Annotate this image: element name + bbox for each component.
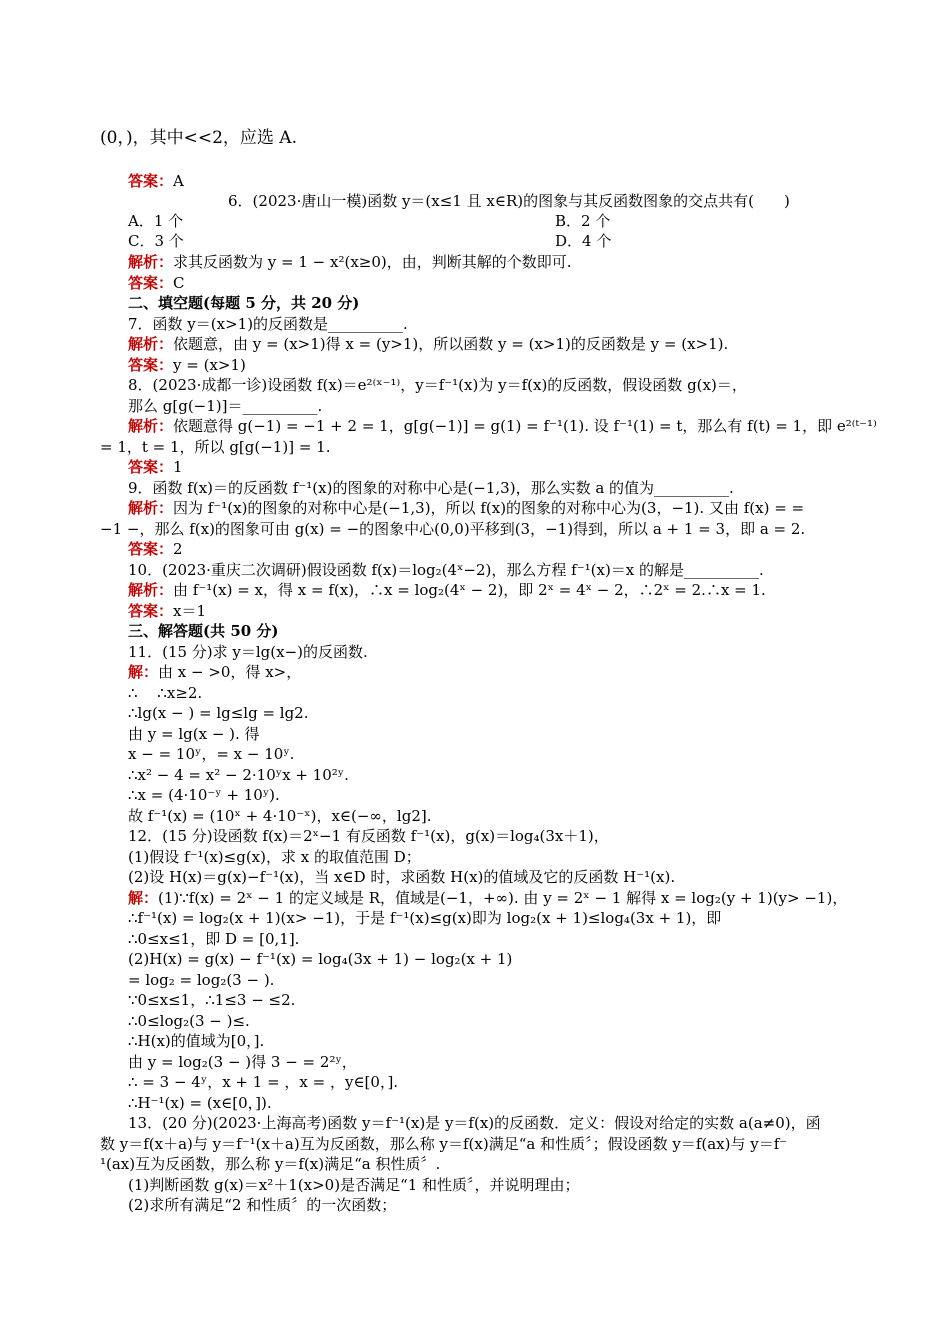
line-text: (2)设 H(x)＝g(x)−f⁻¹(x)，当 x∈D 时，求函数 H(x)的值域及它的反函数 H⁻¹(x). — [128, 868, 676, 886]
text-line — [128, 293, 870, 313]
text-line — [100, 1154, 870, 1174]
text-line — [128, 1072, 870, 1092]
text-line — [128, 416, 877, 436]
text-line — [128, 1052, 870, 1072]
line-text: ∴0≤x≤1，即 D = [0,1]. — [128, 930, 300, 948]
line-text: 13．(20 分)(2023·上海高考)函数 y＝f⁻¹(x)是 y＝f(x)的反函数．定义：假设对给定的实数 a(a≠0)，函 — [128, 1114, 821, 1132]
text-line — [128, 1195, 870, 1215]
line-text: 求其反函数为 y = 1 − x²(x≥0)，由，判断其解的个数即可. — [173, 253, 572, 271]
line-text: (2)求所有满足“2 和性质〞的一次函数； — [128, 1196, 397, 1214]
line-text: 那么 g[g(−1)]＝__________. — [128, 397, 323, 415]
line-text: = 1，t = 1，所以 g[g(−1)] = 1. — [100, 438, 331, 456]
line-text: 11．(15 分)求 y＝lg(x−)的反函数. — [128, 643, 368, 661]
line-text: ¹(ax)互为反函数，那么称 y＝f(x)满足“a 积性质〞. — [100, 1155, 441, 1173]
text-line — [128, 498, 870, 518]
text-line — [100, 128, 870, 148]
line-text: 9．函数 f(x)＝的反函数 f⁻¹(x)的图象的对称中心是(−1,3)，那么实数 a 的值为__________. — [128, 479, 734, 497]
line-text: A．1 个 — [128, 212, 184, 230]
text-line — [128, 826, 870, 846]
text-line — [228, 191, 870, 211]
text-line — [128, 539, 870, 559]
line-text: ∴f⁻¹(x) = log₂(x + 1)(x> −1)，于是 f⁻¹(x)≤g(x)即为 log₂(x + 1)≤log₄(3x + 1)，即 — [128, 909, 722, 927]
line-text: x＝1 — [173, 602, 207, 620]
text-line — [128, 744, 870, 764]
text-line — [128, 1093, 870, 1113]
text-line — [128, 847, 870, 867]
line-text: −1 −，那么 f(x)的图象可由 g(x) = −的图象中心(0,0)平移到(3，−1)得到，所以 a + 1 = 3，即 a = 2. — [100, 520, 806, 538]
line-text: ∴ = 3 − 4ʸ，x + 1 = ，x = ，y∈[0，]. — [128, 1073, 399, 1091]
text-line — [128, 1113, 870, 1133]
text-line — [100, 519, 870, 539]
line-text: 10．(2023·重庆二次调研)假设函数 f(x)＝log₂(4ˣ−2)，那么方程 f⁻¹(x)＝x 的解是__________. — [128, 561, 764, 579]
line-text: 由 y = log₂(3 − )得 3 − = 2²ʸ， — [128, 1053, 357, 1071]
line-text: 三、解答题(共 50 分) — [128, 622, 279, 640]
text-line — [128, 580, 870, 600]
text-line — [128, 1011, 870, 1031]
line-text: 依题意，由 y = (x>1)得 x = (y>1)，所以函数 y = (x>1)的反函数是 y = (x>1). — [173, 335, 729, 353]
line-text: 12．(15 分)设函数 f(x)＝2ˣ−1 有反函数 f⁻¹(x)，g(x)＝log₄(3x＋1)， — [128, 827, 609, 845]
text-line — [128, 1175, 870, 1195]
line-text: x − = 10ʸ，= x − 10ʸ. — [128, 745, 295, 763]
line-text: 依题意得 g(−1) = −1 + 2 = 1，g[g(−1)] = g(1) = f⁻¹(1). 设 f⁻¹(1) = t，那么有 f(t) = 1，即 e²⁽ᵗ⁻¹⁾ — [173, 417, 877, 435]
text-line — [128, 642, 870, 662]
text-line — [128, 703, 870, 723]
text-line — [555, 231, 870, 251]
line-text: 1 — [173, 458, 183, 476]
line-text: 因为 f⁻¹(x)的图象的对称中心是(−1,3)，所以 f(x)的图象的对称中心为(3，−1). 又由 f(x) = = — [173, 499, 805, 517]
line-text: ∴0≤log₂(3 − )≤. — [128, 1012, 250, 1030]
line-text: y = (x>1) — [173, 356, 246, 374]
line-text: 2 — [173, 540, 183, 558]
answer-label: 答案： — [128, 356, 174, 374]
text-line — [128, 314, 870, 334]
text-line — [128, 273, 870, 293]
text-line — [100, 437, 870, 457]
answer-label: 答案： — [128, 458, 174, 476]
line-text: (0，)，其中<<2，应选 A. — [100, 128, 297, 148]
line-text: ∴lg(x − ) = lg≤lg = lg2. — [128, 704, 309, 722]
line-text: 故 f⁻¹(x) = (10ˣ + 4·10⁻ˣ)，x∈(−∞，lg2]. — [128, 807, 432, 825]
line-text: ∴H(x)的值域为[0，]. — [128, 1032, 265, 1050]
answer-label: 答案： — [128, 274, 174, 292]
line-text: (1)假设 f⁻¹(x)≤g(x)，求 x 的取值范围 D； — [128, 848, 421, 866]
line-text: 由 f⁻¹(x) = x，得 x = f(x)，∴x = log₂(4ˣ − 2)，即 2ˣ = 4ˣ − 2，∴2ˣ = 2.∴x = 1. — [173, 581, 766, 599]
text-line — [128, 765, 870, 785]
line-text: ∴ ∴x≥2. — [128, 684, 203, 702]
line-text: ∴x² − 4 = x² − 2·10ʸx + 10²ʸ. — [128, 766, 349, 784]
text-line — [128, 724, 870, 744]
line-text: C — [173, 274, 185, 292]
text-line — [128, 375, 870, 395]
answer-label: 解析： — [128, 335, 174, 353]
line-text: ∴H⁻¹(x) = (x∈[0，]). — [128, 1094, 272, 1112]
line-text: ∵0≤x≤1，∴1≤3 − ≤2. — [128, 991, 296, 1009]
line-text: 由 y = lg(x − ). 得 — [128, 725, 260, 743]
text-line — [128, 806, 870, 826]
line-text: A — [173, 172, 184, 190]
line-text: 由 x − >0，得 x>， — [158, 663, 302, 681]
text-line — [128, 478, 870, 498]
line-text: 8．(2023·成都一诊)设函数 f(x)＝e²⁽ˣ⁻¹⁾，y＝f⁻¹(x)为 y＝f(x)的反函数，假设函数 g(x)＝， — [128, 376, 747, 394]
answer-label: 解析： — [128, 581, 174, 599]
line-text: (2)H(x) = g(x) − f⁻¹(x) = log₄(3x + 1) − log₂(x + 1) — [128, 950, 513, 968]
line-text: 数 y＝f(x＋a)与 y＝f⁻¹(x＋a)互为反函数，那么称 y＝f(x)满足“a 和性质〞；假设函数 y＝f(ax)与 y＝f⁻ — [100, 1135, 788, 1153]
answer-label: 答案： — [128, 172, 174, 190]
text-line — [128, 1031, 870, 1051]
text-line — [128, 396, 870, 416]
text-line — [128, 601, 870, 621]
text-line — [128, 867, 870, 887]
answer-label: 答案： — [128, 602, 174, 620]
answer-label: 解析： — [128, 499, 174, 517]
text-line — [128, 683, 870, 703]
line-text: D．4 个 — [555, 232, 612, 250]
text-line — [128, 990, 870, 1010]
text-line — [100, 1134, 870, 1154]
text-line — [128, 334, 870, 354]
answer-label: 解析： — [128, 417, 174, 435]
text-line — [128, 621, 870, 641]
text-line — [555, 211, 870, 231]
text-line — [128, 171, 870, 191]
text-line — [128, 457, 870, 477]
line-text: ∴x = (4·10⁻ʸ + 10ʸ). — [128, 786, 280, 804]
answer-label: 解： — [128, 663, 159, 681]
line-text: 7．函数 y＝(x>1)的反函数是__________. — [128, 315, 408, 333]
answer-label: 答案： — [128, 540, 174, 558]
text-line — [128, 662, 870, 682]
text-line — [128, 785, 870, 805]
text-line — [128, 949, 870, 969]
line-text: (1)∵f(x) = 2ˣ − 1 的定义域是 R，值域是(−1，+∞). 由 y = 2ˣ − 1 解得 x = log₂(y + 1)(y> −1)， — [158, 889, 848, 907]
line-text: B．2 个 — [555, 212, 611, 230]
line-text: 6．(2023·唐山一模)函数 y＝(x≤1 且 x∈R)的图象与其反函数图象的交点共有( ) — [228, 192, 790, 210]
line-text: = log₂ = log₂(3 − ). — [128, 971, 275, 989]
answer-label: 解： — [128, 889, 159, 907]
line-text: C．3 个 — [128, 232, 184, 250]
text-line — [128, 888, 870, 908]
text-line — [128, 908, 870, 928]
text-line — [128, 929, 870, 949]
text-line — [128, 252, 870, 272]
text-line — [128, 355, 870, 375]
text-line — [128, 970, 870, 990]
text-line — [128, 560, 870, 580]
line-text: 二、填空题(每题 5 分，共 20 分) — [128, 294, 360, 312]
line-text: (1)判断函数 g(x)＝x²＋1(x>0)是否满足“1 和性质〞，并说明理由； — [128, 1176, 580, 1194]
answer-label: 解析： — [128, 253, 174, 271]
